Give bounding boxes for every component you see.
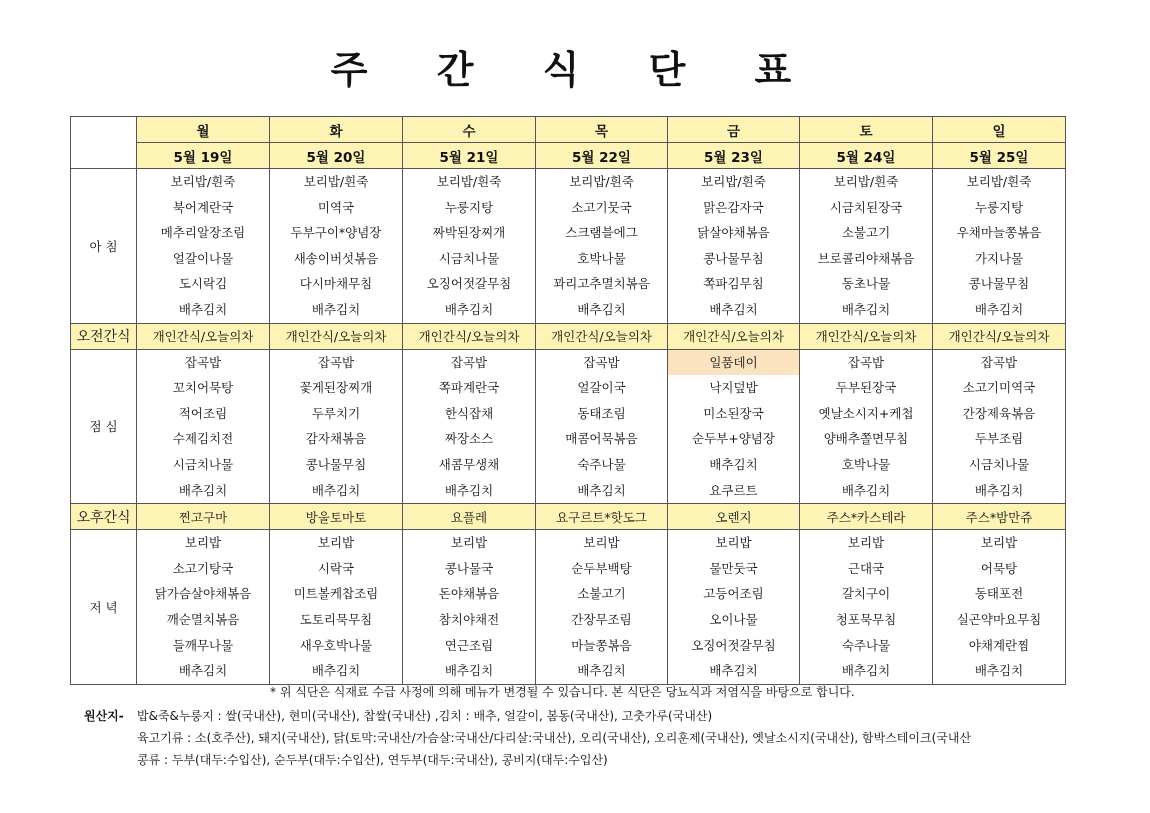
menu-item: 배추김치: [311, 663, 361, 679]
menu-item: 배추김치: [444, 482, 494, 498]
menu-cell: [800, 530, 933, 685]
menu-item: 잡곡밥: [317, 354, 355, 370]
menu-item: 낙지덮밥: [709, 380, 758, 396]
menu-cell: [137, 169, 270, 324]
day-name: 월: [137, 117, 270, 143]
menu-item: 양배추쫄면무침: [823, 431, 909, 447]
menu-item: 미역국: [317, 199, 355, 215]
menu-item: 마늘쫑볶음: [571, 637, 632, 653]
menu-item: 매콤어묵볶음: [565, 431, 638, 447]
meal-label-breakfast: 아 침: [71, 169, 137, 324]
menu-item: 들깨무나물: [172, 637, 234, 653]
menu-item: 호박나물: [577, 250, 626, 266]
menu-item: 한식잡채: [444, 405, 494, 421]
menu-item: 배추김치: [974, 482, 1024, 498]
menu-item: 소불고기: [841, 225, 891, 241]
menu-item: 배추김치: [841, 482, 891, 498]
menu-item: 근대국: [847, 560, 885, 576]
menu-item: 꽃게된장찌개: [299, 380, 373, 396]
menu-item: 참치야채전: [438, 611, 500, 627]
menu-item: 새콤무생채: [438, 456, 500, 472]
menu-item: 닭살야채볶음: [697, 225, 770, 241]
menu-item: 오이나물: [709, 611, 758, 627]
menu-item: 보리밥/흰죽: [436, 174, 502, 189]
menu-item: 보리밥: [583, 535, 620, 551]
menu-item: 짜박된장찌개: [432, 225, 506, 241]
menu-item: 쪽파계란국: [438, 380, 500, 396]
menu-cell: 요플레: [403, 504, 536, 530]
menu-cell: [933, 530, 1066, 685]
origin-row-3: [84, 749, 1069, 771]
menu-item: 두부된장국: [835, 380, 897, 396]
menu-item: 잡곡밥: [583, 354, 620, 370]
menu-item: 수제김치전: [172, 431, 234, 447]
origin-line: 밥&죽&누룽지 : 쌀(국내산), 현미(국내산), 찹쌀(국내산) ,김치 : 배추, 얼갈이, 봄동(국내산), 고춧가루(국내산): [137, 709, 713, 723]
menu-item: 배추김치: [709, 301, 758, 317]
menu-cell: [668, 530, 800, 685]
menu-item: 배추김치: [444, 663, 494, 679]
day-date: 5월 21일: [403, 143, 536, 169]
menu-cell: 개인간식/오늘의차: [137, 323, 270, 349]
menu-item: 짜장소스: [444, 431, 494, 447]
menu-item: 도시락김: [178, 276, 228, 292]
menu-cell: [933, 169, 1066, 324]
menu-item: 시락국: [317, 560, 355, 576]
menu-item: 잡곡밥: [450, 354, 488, 370]
page-title: 주 간 식 단 표: [330, 48, 820, 92]
meal-label-am-snack: 오전간식: [71, 323, 137, 349]
menu-item: 미트볼케찹조림: [293, 586, 379, 602]
menu-cell: [403, 530, 536, 685]
origin-label: 원산지-: [84, 709, 124, 723]
menu-item: 보리밥/흰죽: [569, 174, 634, 189]
menu-item: 배추김치: [709, 456, 758, 472]
menu-item: 소고기미역국: [962, 380, 1036, 396]
menu-item: 소고기뭇국: [571, 199, 632, 215]
pm-snack-row: [71, 504, 1066, 530]
origin-line: 콩류 : 두부(대두:수입산), 순두부(대두:수입산), 연두부(대두:국내산), 콩비지(대두:수입산): [137, 753, 608, 767]
menu-cell: [536, 530, 668, 685]
day-date: 5월 20일: [270, 143, 403, 169]
menu-item: 잡곡밥: [847, 354, 885, 370]
menu-item: 누룽지탕: [444, 199, 494, 215]
menu-item: 새우호박나물: [299, 637, 373, 653]
menu-item: 동초나물: [841, 276, 891, 292]
menu-item: 콩나물국: [444, 560, 494, 576]
menu-cell: 오렌지: [668, 504, 800, 530]
menu-cell: 주스*밤만쥬: [933, 504, 1066, 530]
menu-item: 물만둣국: [709, 560, 758, 576]
menu-item: 가지나물: [974, 250, 1024, 266]
menu-item: 시금치된장국: [829, 199, 903, 215]
menu-item: 배추김치: [577, 663, 626, 679]
menu-item: 배추김치: [841, 663, 891, 679]
menu-item: 숙주나물: [841, 637, 891, 653]
menu-item: 배추김치: [178, 663, 228, 679]
weekly-menu-table: [70, 116, 1066, 685]
day-name: 일: [933, 117, 1066, 143]
day-date: 5월 19일: [137, 143, 270, 169]
menu-cell: [270, 169, 403, 324]
menu-item: 잡곡밥: [980, 354, 1018, 370]
menu-cell: [403, 349, 536, 504]
day-name: 목: [536, 117, 668, 143]
menu-item: 얼갈이국: [577, 380, 626, 396]
menu-item: 실곤약마요무침: [956, 611, 1042, 627]
menu-item: 배추김치: [178, 301, 228, 317]
menu-item: 청포묵무침: [835, 611, 897, 627]
menu-item: 보리밥/흰죽: [701, 174, 766, 189]
origin-row-2: [84, 727, 1069, 749]
menu-cell: 개인간식/오늘의차: [933, 323, 1066, 349]
menu-item: 보리밥/흰죽: [303, 174, 369, 189]
am-snack-row: [71, 323, 1066, 349]
menu-item: 누룽지탕: [974, 199, 1024, 215]
menu-item: 돈야채볶음: [438, 586, 500, 602]
menu-item: 오징어젓갈무침: [691, 637, 776, 653]
menu-item: 고등어조림: [703, 586, 764, 602]
menu-item: 배추김치: [577, 482, 626, 498]
menu-item: 잡곡밥: [184, 354, 222, 370]
menu-item: 보리밥: [317, 535, 355, 551]
origin-line: 육고기류 : 소(호주산), 돼지(국내산), 닭(토막:국내산/가슴살:국내산/다리살:국내산), 오리(국내산), 오리훈제(국내산), 옛날소시지(국내산), 함박스테이크(국내산: [137, 731, 972, 745]
menu-item: 다시마채무침: [299, 276, 373, 292]
breakfast-row: [71, 169, 1066, 324]
menu-item: 시금치나물: [438, 250, 500, 266]
day-name: 토: [800, 117, 933, 143]
menu-item: 갈치구이: [841, 586, 891, 602]
menu-item: 배추김치: [974, 301, 1024, 317]
meal-label-lunch: 점 심: [71, 349, 137, 504]
menu-cell: [800, 169, 933, 324]
menu-item: 미소된장국: [703, 405, 764, 421]
menu-item: 보리밥: [847, 535, 885, 551]
menu-cell: 주스*카스테라: [800, 504, 933, 530]
menu-cell: 개인간식/오늘의차: [536, 323, 668, 349]
menu-item: 간장무조림: [571, 611, 632, 627]
menu-item: 소불고기: [577, 586, 626, 602]
menu-item: 두부구이*양념장: [290, 225, 382, 241]
day-date: 5월 24일: [800, 143, 933, 169]
menu-item: 배추김치: [311, 301, 361, 317]
menu-item: 배추김치: [974, 663, 1024, 679]
menu-item: 배추김치: [178, 482, 228, 498]
menu-item: 배추김치: [311, 482, 361, 498]
menu-item: 도토리묵무침: [299, 611, 373, 627]
menu-item: 배추김치: [841, 301, 891, 317]
menu-item: 두부조림: [974, 431, 1024, 447]
menu-item: 시금치나물: [968, 456, 1030, 472]
day-name: 수: [403, 117, 536, 143]
menu-item: 요쿠르트: [709, 482, 758, 498]
menu-item: 야채계란찜: [968, 637, 1030, 653]
menu-item: 옛날소시지+케첩: [818, 405, 914, 421]
menu-item: 얼갈이나물: [172, 250, 234, 266]
menu-cell: 개인간식/오늘의차: [668, 323, 800, 349]
menu-item: 보리밥/흰죽: [966, 174, 1032, 189]
menu-item: 보리밥/흰죽: [833, 174, 899, 189]
menu-item: 스크램블에그: [565, 225, 638, 241]
menu-cell: [270, 349, 403, 504]
menu-item: 콩나물무침: [305, 456, 367, 472]
menu-item: 깨순멸치볶음: [166, 611, 240, 627]
menu-item: 우채마늘쫑볶음: [956, 225, 1042, 241]
menu-item: 새송이버섯볶음: [293, 250, 379, 266]
lunch-row: [71, 349, 1066, 504]
menu-cell: 개인간식/오늘의차: [403, 323, 536, 349]
menu-item: 보리밥: [450, 535, 488, 551]
menu-item: 브로콜리야채볶음: [817, 250, 915, 266]
menu-item: 동태포전: [974, 586, 1024, 602]
menu-item: 보리밥: [715, 535, 752, 551]
menu-item: 배추김치: [577, 301, 626, 317]
menu-cell: 요구르트*핫도그: [536, 504, 668, 530]
day-name: 금: [668, 117, 800, 143]
meal-label-dinner: 저 녁: [71, 530, 137, 685]
date-row: [71, 143, 1066, 169]
menu-item: 어묵탕: [980, 560, 1018, 576]
menu-item: 소고기탕국: [172, 560, 234, 576]
menu-cell: [270, 530, 403, 685]
menu-item: 감자채볶음: [305, 431, 367, 447]
menu-cell: 방울토마토: [270, 504, 403, 530]
meal-label-pm-snack: 오후간식: [71, 504, 137, 530]
menu-item: 보리밥/흰죽: [170, 174, 236, 189]
menu-item: 일품데이: [668, 350, 799, 376]
day-name-row: [71, 117, 1066, 143]
menu-item: 꼬치어묵탕: [172, 380, 234, 396]
menu-cell: 개인간식/오늘의차: [270, 323, 403, 349]
menu-cell: [536, 169, 668, 324]
menu-item: 오징어젓갈무침: [426, 276, 512, 292]
menu-item: 시금치나물: [172, 456, 234, 472]
origin-row-1: [84, 705, 1069, 727]
menu-item: 꽈리고추멸치볶음: [553, 276, 650, 292]
menu-item: 콩나물무침: [703, 250, 764, 266]
day-date: 5월 23일: [668, 143, 800, 169]
menu-cell: [668, 349, 800, 504]
menu-item: 간장제육볶음: [962, 405, 1036, 421]
menu-cell: [933, 349, 1066, 504]
menu-item: 동태조림: [577, 405, 626, 421]
menu-item: 배추김치: [444, 301, 494, 317]
menu-item: 숙주나물: [577, 456, 626, 472]
day-date: 5월 22일: [536, 143, 668, 169]
origin-info: [84, 705, 1069, 771]
menu-item: 두루치기: [311, 405, 361, 421]
menu-cell: 찐고구마: [137, 504, 270, 530]
day-name: 화: [270, 117, 403, 143]
menu-cell: [800, 349, 933, 504]
menu-item: 쪽파김무침: [703, 276, 764, 292]
day-date: 5월 25일: [933, 143, 1066, 169]
menu-item: 호박나물: [841, 456, 891, 472]
menu-cell: [137, 530, 270, 685]
menu-item: 보리밥: [184, 535, 222, 551]
menu-item: 보리밥: [980, 535, 1018, 551]
menu-item: 순두부백탕: [571, 560, 632, 576]
menu-item: 메추리알장조림: [160, 225, 246, 241]
corner-cell: [71, 117, 137, 169]
menu-cell: [536, 349, 668, 504]
menu-cell: [403, 169, 536, 324]
menu-item: 순두부+양념장: [692, 431, 775, 447]
menu-item: 연근조림: [444, 637, 494, 653]
menu-cell: 개인간식/오늘의차: [800, 323, 933, 349]
menu-item: 맑은감자국: [703, 199, 764, 215]
menu-item: 적어조림: [178, 405, 228, 421]
menu-cell: [668, 169, 800, 324]
menu-item: 닭가슴살야채볶음: [154, 586, 252, 602]
dinner-row: [71, 530, 1066, 685]
menu-item: 북어계란국: [172, 199, 234, 215]
menu-cell: [137, 349, 270, 504]
menu-notice: * 위 식단은 식재료 수급 사정에 의해 메뉴가 변경될 수 있습니다. 본 식단은 당뇨식과 저염식을 바탕으로 합니다.: [270, 685, 855, 699]
menu-item: 배추김치: [709, 663, 758, 679]
menu-item: 콩나물무침: [968, 276, 1030, 292]
